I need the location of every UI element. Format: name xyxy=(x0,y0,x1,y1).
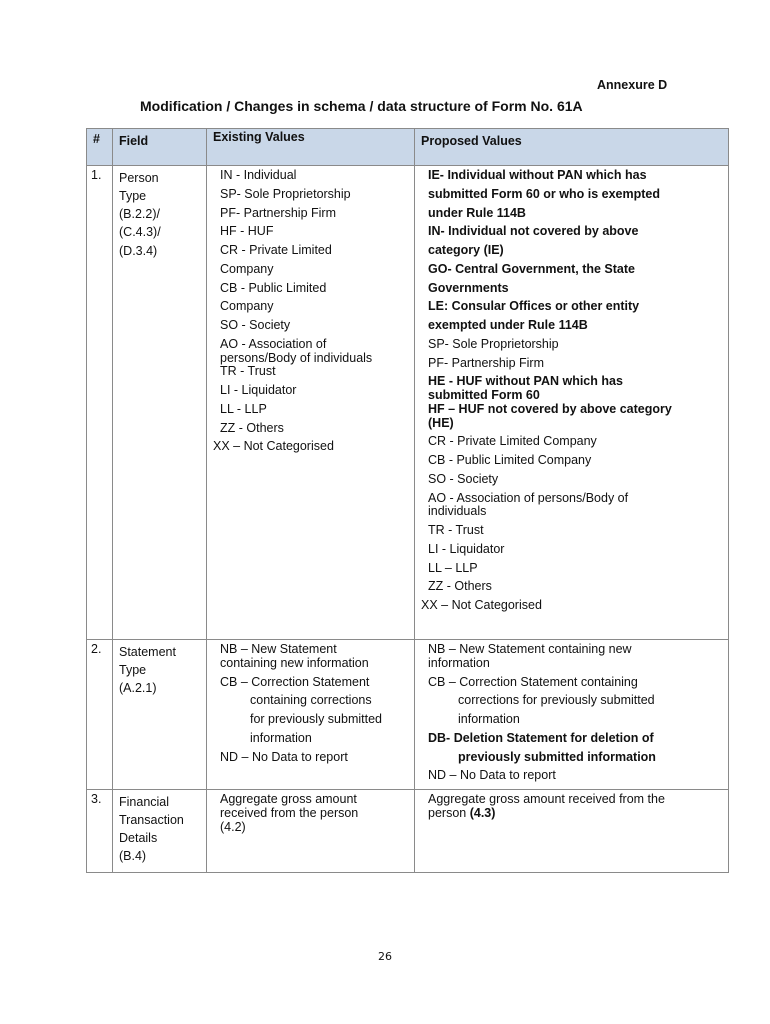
header-number: # xyxy=(87,129,113,166)
value-line: ZZ - Others xyxy=(428,579,492,594)
value-line: SP- Sole Proprietorship xyxy=(220,186,351,201)
value-line: Aggregate gross amount received from the xyxy=(428,792,665,806)
proposed-values-cell xyxy=(415,790,729,873)
field-line: Transaction xyxy=(119,813,184,828)
field-line: (D.3.4) xyxy=(119,243,158,258)
field-line: Type xyxy=(119,663,147,678)
value-line: previously submitted information xyxy=(458,749,656,764)
existing-values-cell xyxy=(207,790,415,873)
value-line: (4.2) xyxy=(220,819,246,834)
value-line: LI - Liquidator xyxy=(220,383,297,397)
value-line: category (IE) xyxy=(428,243,504,257)
field-cell xyxy=(113,640,207,790)
table-row xyxy=(87,640,729,790)
value-line: HF - HUF xyxy=(220,224,274,239)
value-line: TR - Trust xyxy=(220,364,276,379)
table-row xyxy=(87,166,729,640)
value-line: ND – No Data to report xyxy=(220,749,348,764)
value-line: IE- Individual without PAN which has xyxy=(428,168,647,182)
value-line: Company xyxy=(220,261,274,276)
field-line: Statement xyxy=(119,645,176,659)
value-line: corrections for previously submitted xyxy=(458,693,655,708)
field-cell xyxy=(113,790,207,873)
header-proposed-values: Proposed Values xyxy=(415,129,729,166)
value-line: Governments xyxy=(428,280,509,295)
schema-changes-table xyxy=(86,128,729,873)
value-line: AO - Association of persons/Body of xyxy=(428,490,629,505)
value-line: information xyxy=(428,655,490,670)
value-line: under Rule 114B xyxy=(428,205,526,220)
value-text: person xyxy=(428,805,470,820)
value-line: (HE) xyxy=(428,415,454,430)
value-line xyxy=(428,807,722,821)
field-line: (A.2.1) xyxy=(119,681,157,696)
value-line: for previously submitted xyxy=(250,712,383,726)
value-line: ZZ - Others xyxy=(220,420,284,435)
field-line: (B.4) xyxy=(119,849,147,864)
value-line: LE: Consular Offices or other entity xyxy=(428,299,640,314)
value-line: ND – No Data to report xyxy=(428,768,556,783)
row-number: 3. xyxy=(87,790,113,873)
value-line: GO- Central Government, the State xyxy=(428,261,635,276)
header-field: Field xyxy=(113,129,207,166)
value-line: IN - Individual xyxy=(220,168,297,182)
table-header-row xyxy=(87,129,729,166)
value-line: submitted Form 60 or who is exempted xyxy=(428,186,660,201)
field-cell xyxy=(113,166,207,640)
existing-values-cell xyxy=(207,166,415,640)
value-line: PF- Partnership Firm xyxy=(220,205,336,220)
field-line: Person xyxy=(119,171,159,185)
proposed-values-cell xyxy=(415,640,729,790)
value-line: IN- Individual not covered by above xyxy=(428,224,639,239)
value-line: PF- Partnership Firm xyxy=(428,355,544,370)
value-line: LL – LLP xyxy=(428,560,478,575)
value-line: XX – Not Categorised xyxy=(213,439,334,454)
value-line: persons/Body of individuals xyxy=(220,350,373,365)
value-line: containing corrections xyxy=(250,693,372,708)
value-line: TR - Trust xyxy=(428,523,484,537)
value-line: information xyxy=(250,730,312,745)
field-line: Type xyxy=(119,189,147,204)
value-line: Aggregate gross amount xyxy=(220,792,357,806)
value-line: NB – New Statement containing new xyxy=(428,642,632,656)
value-line: CB – Correction Statement containing xyxy=(428,674,638,689)
value-line: received from the person xyxy=(220,805,359,820)
value-line: Company xyxy=(220,299,274,314)
value-reference: (4.3) xyxy=(469,805,496,820)
value-line: HF – HUF not covered by above category xyxy=(428,401,672,416)
row-number: 2. xyxy=(87,640,113,790)
proposed-values-cell xyxy=(415,166,729,640)
value-line: LI - Liquidator xyxy=(428,541,505,556)
value-line: XX – Not Categorised xyxy=(421,598,542,612)
value-line: CR - Private Limited xyxy=(220,243,332,257)
existing-values-cell xyxy=(207,640,415,790)
header-existing-values: Existing Values xyxy=(207,129,415,166)
value-line: containing new information xyxy=(220,655,369,670)
page-number: 26 xyxy=(378,950,392,963)
value-line: DB- Deletion Statement for deletion of xyxy=(428,730,654,745)
value-line: CB – Correction Statement xyxy=(220,674,370,689)
value-line: CB - Public Limited xyxy=(220,280,327,295)
value-line: information xyxy=(458,712,520,726)
field-line: (B.2.2)/ xyxy=(119,207,160,222)
annexure-label: Annexure D xyxy=(597,78,668,92)
row-number: 1. xyxy=(87,166,113,640)
table-row xyxy=(87,790,729,873)
value-line: individuals xyxy=(428,504,487,519)
value-line: LL - LLP xyxy=(220,401,267,416)
field-line: Financial xyxy=(119,795,170,809)
value-line: exempted under Rule 114B xyxy=(428,318,588,332)
field-line: Details xyxy=(119,831,158,846)
value-line: HE - HUF without PAN which has xyxy=(428,374,623,389)
field-line: (C.4.3)/ xyxy=(119,225,161,240)
document-title: Modification / Changes in schema / data structure of Form No. 61A xyxy=(140,98,583,114)
value-line: NB – New Statement xyxy=(220,642,337,656)
value-line: CB - Public Limited Company xyxy=(428,453,592,467)
value-line: SP- Sole Proprietorship xyxy=(428,336,559,351)
value-line: SO - Society xyxy=(428,471,499,486)
value-line: CR - Private Limited Company xyxy=(428,434,597,449)
value-line: AO - Association of xyxy=(220,336,327,351)
value-line: submitted Form 60 xyxy=(428,388,540,402)
value-line: SO - Society xyxy=(220,318,291,332)
